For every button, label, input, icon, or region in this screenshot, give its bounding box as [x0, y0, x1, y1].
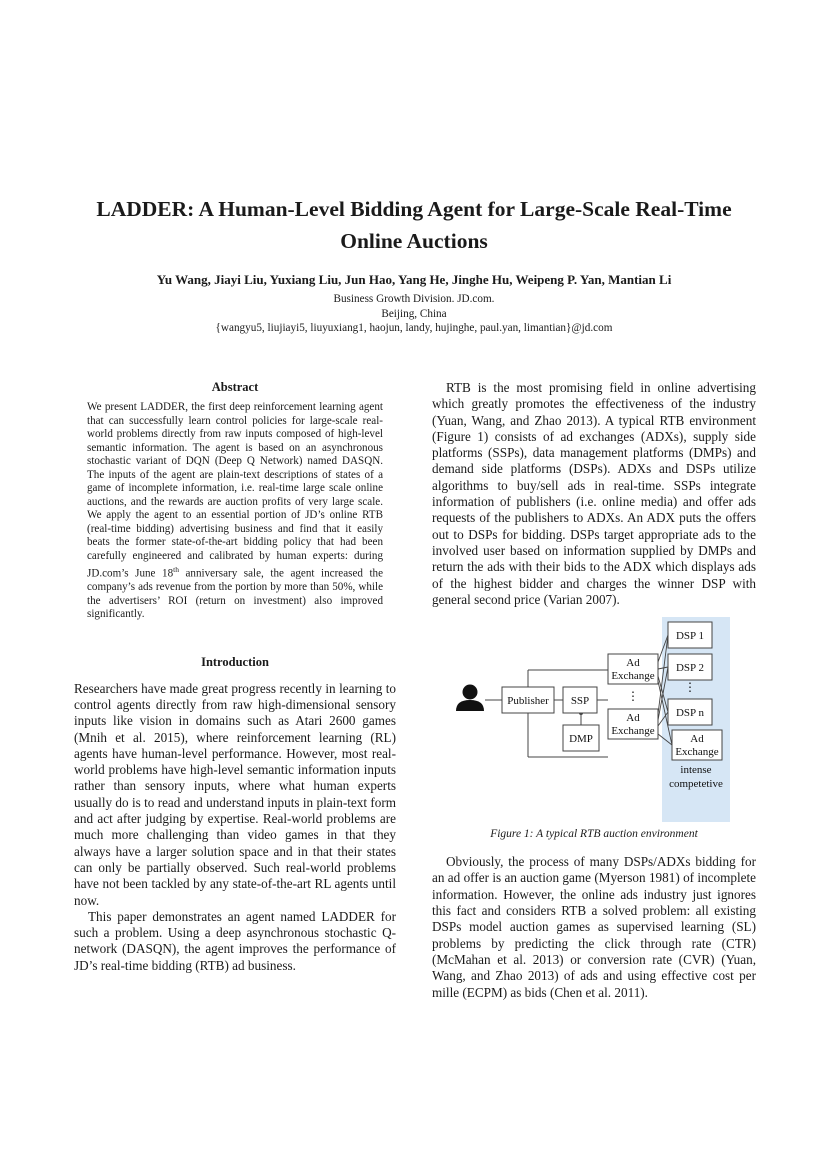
- right-column: [432, 380, 756, 1001]
- abstract-body: We present LADDER, the first deep reinforcement learning agent that can successfully learn control policies for large-scale real-world problems directly from raw inputs composed of high-level semantic information. The agent is based on an asynchronous stochastic variant of DQN (Deep Q Network) named DASQN. The inputs of the agent are plain-text descriptions of states of a game of incomplete information, i.e. real-time large scale online auctions, and the rewards are auction profits of very large scale. We apply the agent to an essential portion of JD’s online RTB (real-time bidding) advertising business and find that it easily beats the former state-of-the-art bidding policy that had been carefully engineered and calibrated by human experts: during JD.com’s June 18: [87, 401, 383, 580]
- rtb-diagram: [432, 614, 756, 824]
- adx-bottom-line1: Ad: [626, 712, 640, 725]
- introduction-heading: Introduction: [201, 654, 269, 669]
- adx-vdots: ⋮: [627, 689, 639, 704]
- paper-title: LADDER: A Human-Level Bidding Agent for Large-Scale Real-Time Online Auctions: [96, 197, 732, 253]
- adx-top-line2: Exchange: [611, 670, 655, 683]
- rtb-paragraph: RTB is the most promising field in online advertising which greatly promotes the effectiveness of the industry (Yuan, Wang, and Zhao 2013). A typical RTB environment (Figure 1) consists of ad exchanges (ADXs), supply side platforms (SSPs), data management platforms (DMPs) and demand side platforms (DSPs). ADXs and DSPs utilize algorithms to buy/sell ads in real-time. SSPs integrate information of publishers (i.e. online media) and offer ads requests of the publishers to ADXs. An ADX puts the offers out to DSPs for bidding. DSPs target appropriate ads to the involved user based on information supplied by DMPs and return the ads with their bids to the ADX which displays ads of the highest bidder and charges the winner DSP with general second price (Varian 2007).: [432, 380, 756, 607]
- user-icon: [456, 685, 484, 712]
- figure-caption: Figure 1: A typical RTB auction environment: [490, 828, 698, 841]
- abstract-text: [87, 401, 383, 622]
- publisher-label: Publisher: [507, 695, 549, 708]
- intense-line2: competetive: [669, 778, 723, 791]
- abstract-heading: Abstract: [211, 380, 259, 394]
- author-list: Yu Wang, Jiayi Liu, Yuxiang Liu, Jun Hao, Yang He, Jinghe Hu, Weipeng P. Yan, Mantian Li: [156, 272, 672, 287]
- adx-top-line1: Ad: [626, 657, 640, 670]
- dsp1-label: DSP 1: [675, 630, 705, 643]
- adx-panel-line2: Exchange: [675, 746, 719, 759]
- affiliation-location: Beijing, China: [381, 307, 447, 320]
- intro-paragraph-1: Researchers have made great progress recently in learning to control agents directly from raw high-dimensional sensory inputs like vision in domains such as Atari 2600 games (Mnih et al. 2015), where reinforcement learning (RL) agents have human-level performance. However, most real-world problems have high-level semantic information inputs rather than sensory inputs, where what human experts usually do is to read and understand inputs in plain-text form and act after judging by expertise. Real-world problems are much more challenging than video games in that they always have a larger solution space and in that their states can only be partially observed. Such real-world problems have not been tackled by any state-of-the-art RL agents until now.: [74, 680, 396, 908]
- intro-paragraph-2: This paper demonstrates an agent named LADDER for such a problem. Using a deep asynchronous stochastic Q-network (DASQN), the agent improves the performance of JD’s real-time bidding (RTB) ad business.: [74, 908, 396, 973]
- dmp-label: DMP: [569, 733, 593, 746]
- ssp-label: SSP: [570, 695, 590, 708]
- adx-bottom-line2: Exchange: [611, 725, 655, 738]
- affiliation-division: Business Growth Division. JD.com.: [333, 293, 495, 305]
- left-column: [74, 380, 396, 974]
- auction-game-paragraph: Obviously, the process of many DSPs/ADXs bidding for an ad offer is an auction game (Myerson 1981) of incomplete information. However, the online ads industry just ignores this fact and considers RTB a solved problem: all existing DSPs model auction games as supervised learning (SL) problems by predicting the click through rate (CTR) (McMahan et al. 2013) or conversion rate (CVR) (Yuan, Wang, and Zhao 2013) of ads and using effective cost per mille (ECPM) as bids (Chen et al. 2011).: [432, 854, 756, 1000]
- dspn-label: DSP n: [675, 707, 705, 720]
- adx-panel-line1: Ad: [690, 733, 704, 746]
- author-emails: {wangyu5, liujiayi5, liuyuxiang1, haojun, landy, hujinghe, paul.yan, limantian}@jd.com: [215, 322, 613, 334]
- dsp-vdots: ⋮: [684, 680, 696, 695]
- affiliation-block: [40, 292, 788, 336]
- figure-rtb-environment: [432, 614, 756, 824]
- abstract-superscript: th: [173, 565, 179, 574]
- dsp2-label: DSP 2: [675, 662, 705, 675]
- abstract-body-end: anniversary sale, the agent increased the company’s ads revenue from the portion by more than 50%, while the advertisers’ ROI (return on investment) also improved significantly.: [87, 567, 384, 621]
- intense-line1: intense: [680, 764, 712, 777]
